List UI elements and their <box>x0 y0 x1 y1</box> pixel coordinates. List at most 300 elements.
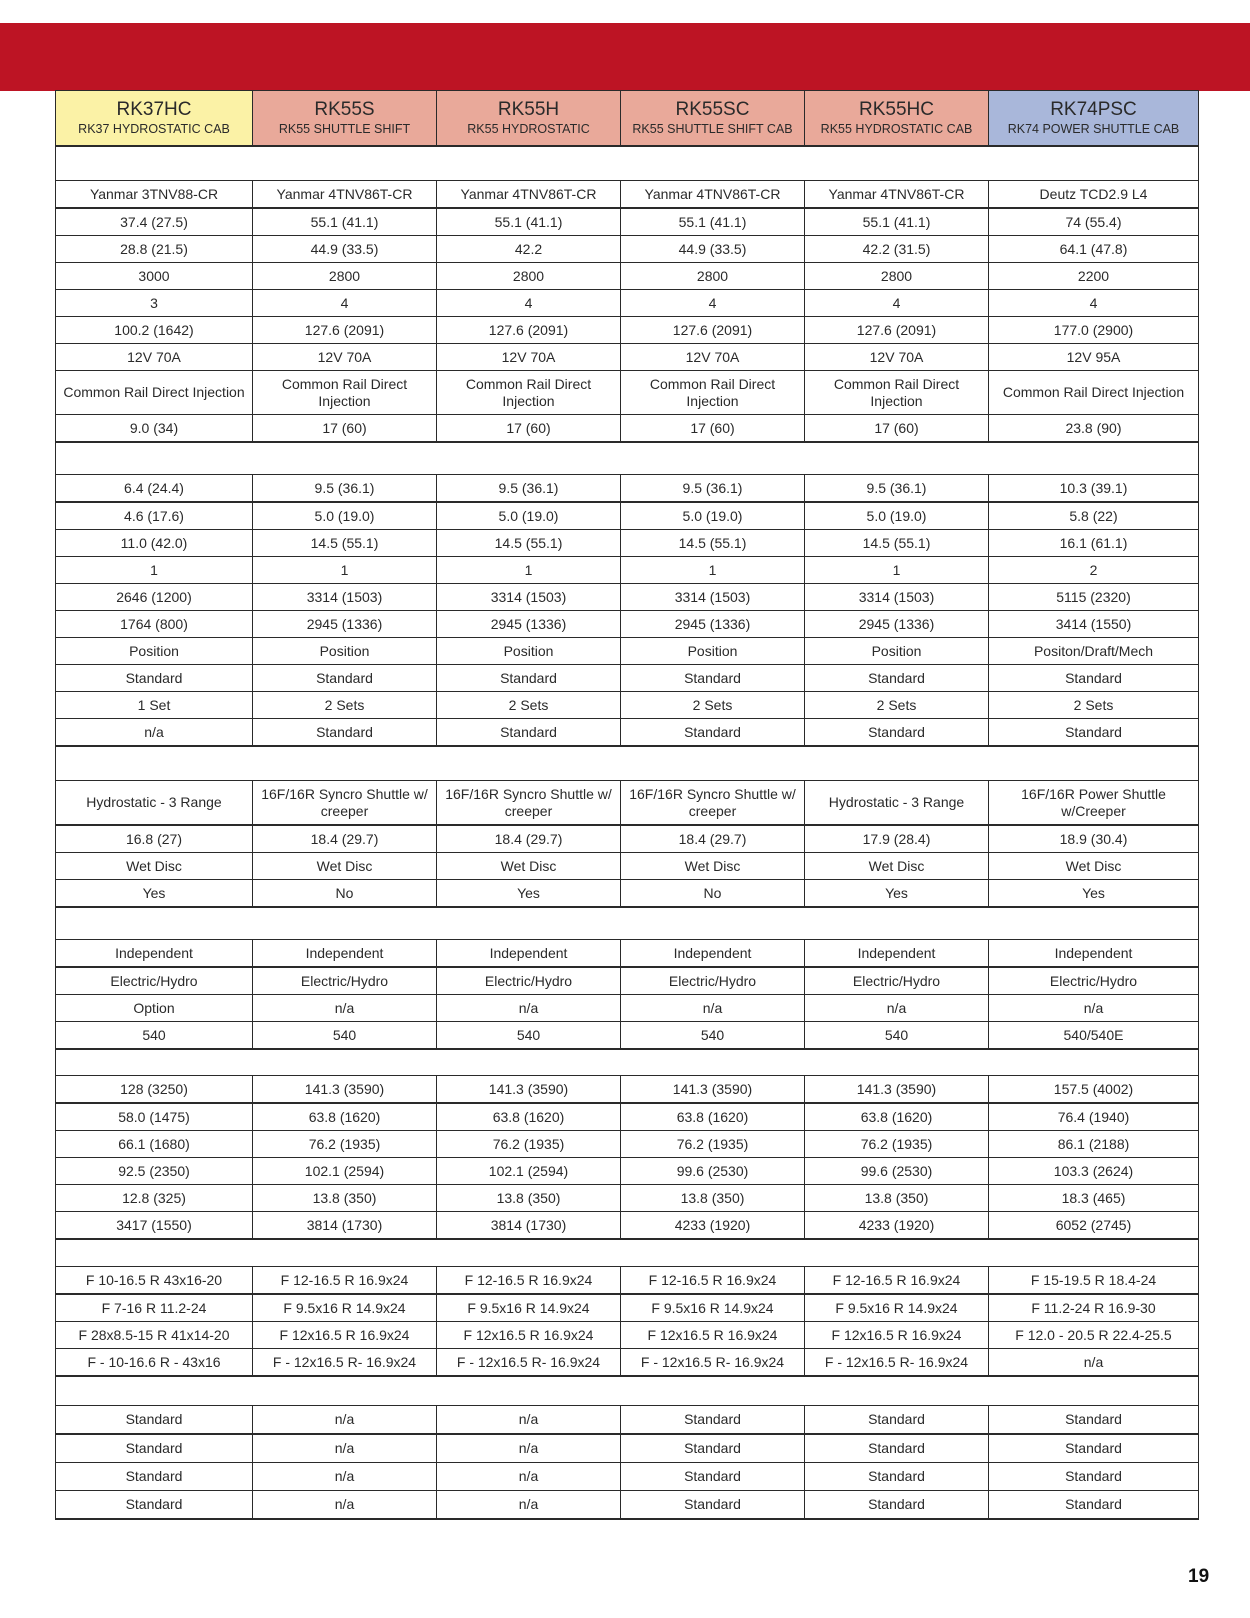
spec-row <box>56 208 1199 236</box>
spec-cell: Independent <box>989 940 1199 968</box>
spec-cell: Standard <box>56 1463 253 1491</box>
spec-row <box>56 1022 1199 1050</box>
spec-cell: 16.8 (27) <box>56 825 253 853</box>
spec-cell: n/a <box>253 1491 437 1520</box>
spec-cell: 14.5 (55.1) <box>805 530 989 557</box>
spec-cell: F 12-16.5 R 16.9x24 <box>437 1267 621 1295</box>
separator-cell <box>437 442 621 475</box>
spec-cell: 3 <box>56 290 253 317</box>
spec-cell: 76.2 (1935) <box>437 1131 621 1158</box>
spec-cell: 6.4 (24.4) <box>56 475 253 503</box>
separator-cell <box>437 1239 621 1267</box>
separator-cell <box>437 746 621 781</box>
spec-cell: 5.8 (22) <box>989 502 1199 530</box>
spec-cell: 540/540E <box>989 1022 1199 1050</box>
spec-row <box>56 1267 1199 1295</box>
spec-cell: 1 <box>253 557 437 584</box>
spec-cell: 3314 (1503) <box>805 584 989 611</box>
spec-cell: 2200 <box>989 263 1199 290</box>
separator-cell <box>56 1239 253 1267</box>
separator-cell <box>989 1376 1199 1406</box>
spec-cell: 14.5 (55.1) <box>253 530 437 557</box>
spec-cell: 2 Sets <box>989 692 1199 719</box>
spec-cell: 9.5 (36.1) <box>621 475 805 503</box>
spec-cell: 9.5 (36.1) <box>437 475 621 503</box>
spec-cell: 63.8 (1620) <box>253 1103 437 1131</box>
spec-row <box>56 1463 1199 1491</box>
model-name: RK55H <box>497 99 560 120</box>
spec-cell: F - 12x16.5 R- 16.9x24 <box>621 1349 805 1377</box>
spec-cell: 4233 (1920) <box>621 1212 805 1240</box>
section-separator <box>56 746 1199 781</box>
spec-row <box>56 825 1199 853</box>
spec-cell: 12V 70A <box>437 344 621 371</box>
separator-cell <box>621 1049 805 1076</box>
spec-cell: Wet Disc <box>437 853 621 880</box>
spec-cell: 2 Sets <box>253 692 437 719</box>
spec-cell: Standard <box>621 1406 805 1435</box>
spec-cell: F 9.5x16 R 14.9x24 <box>621 1294 805 1322</box>
spec-cell: 540 <box>437 1022 621 1050</box>
spec-row <box>56 611 1199 638</box>
spec-cell: n/a <box>56 719 253 747</box>
spec-row <box>56 415 1199 443</box>
spec-cell: Electric/Hydro <box>56 967 253 995</box>
spec-cell: F - 12x16.5 R- 16.9x24 <box>437 1349 621 1377</box>
spec-cell: 2 Sets <box>805 692 989 719</box>
spec-cell: 42.2 <box>437 236 621 263</box>
spec-cell: Electric/Hydro <box>253 967 437 995</box>
spec-cell: Electric/Hydro <box>621 967 805 995</box>
model-name: RK74PSC <box>1050 99 1137 120</box>
separator-cell <box>253 146 437 181</box>
spec-row <box>56 317 1199 344</box>
spec-cell: 1764 (800) <box>56 611 253 638</box>
spec-row <box>56 502 1199 530</box>
spec-cell: 3417 (1550) <box>56 1212 253 1240</box>
spec-cell: Standard <box>621 1463 805 1491</box>
separator-cell <box>437 146 621 181</box>
spec-cell: 12V 70A <box>253 344 437 371</box>
spec-cell: Yanmar 4TNV86T-CR <box>805 181 989 209</box>
page-number: 19 <box>1188 1566 1210 1587</box>
spec-cell: Yanmar 4TNV86T-CR <box>621 181 805 209</box>
spec-cell: 2945 (1336) <box>805 611 989 638</box>
separator-cell <box>56 746 253 781</box>
spec-row <box>56 1434 1199 1463</box>
spec-cell: 2 Sets <box>621 692 805 719</box>
spec-cell: 540 <box>805 1022 989 1050</box>
spec-cell: 13.8 (350) <box>253 1185 437 1212</box>
spec-cell: 540 <box>253 1022 437 1050</box>
spec-cell: Position <box>56 638 253 665</box>
separator-cell <box>989 442 1199 475</box>
spec-row <box>56 781 1199 826</box>
spec-cell: Standard <box>805 1463 989 1491</box>
spec-cell: Standard <box>989 1406 1199 1435</box>
spec-cell: 2945 (1336) <box>621 611 805 638</box>
separator-cell <box>253 1049 437 1076</box>
spec-cell: Standard <box>805 719 989 747</box>
spec-cell: No <box>621 880 805 908</box>
separator-cell <box>805 442 989 475</box>
spec-cell: 2 Sets <box>437 692 621 719</box>
spec-cell: Wet Disc <box>805 853 989 880</box>
spec-cell: 16F/16R Syncro Shuttle w/ creeper <box>621 781 805 826</box>
section-separator <box>56 1376 1199 1406</box>
spec-cell: Electric/Hydro <box>805 967 989 995</box>
spec-cell: 14.5 (55.1) <box>437 530 621 557</box>
spec-cell: 76.2 (1935) <box>253 1131 437 1158</box>
spec-cell: 18.4 (29.7) <box>621 825 805 853</box>
section-separator <box>56 1049 1199 1076</box>
spec-cell: Hydrostatic - 3 Range <box>56 781 253 826</box>
spec-cell: n/a <box>437 1463 621 1491</box>
spec-cell: 157.5 (4002) <box>989 1076 1199 1104</box>
spec-cell: Standard <box>805 1434 989 1463</box>
spec-row <box>56 940 1199 968</box>
spec-cell: Standard <box>805 1406 989 1435</box>
spec-cell: F 9.5x16 R 14.9x24 <box>253 1294 437 1322</box>
separator-cell <box>805 1239 989 1267</box>
spec-cell: 10.3 (39.1) <box>989 475 1199 503</box>
spec-row <box>56 1294 1199 1322</box>
spec-cell: 177.0 (2900) <box>989 317 1199 344</box>
spec-cell: Common Rail Direct Injection <box>989 371 1199 415</box>
spec-cell: F 12.0 - 20.5 R 22.4-25.5 <box>989 1322 1199 1349</box>
spec-cell: 4.6 (17.6) <box>56 502 253 530</box>
spec-cell: Standard <box>621 665 805 692</box>
spec-row <box>56 1103 1199 1131</box>
spec-cell: F 12x16.5 R 16.9x24 <box>805 1322 989 1349</box>
section-separator <box>56 146 1199 181</box>
spec-cell: 17 (60) <box>253 415 437 443</box>
model-name: RK55S <box>314 99 375 120</box>
model-header-cell <box>56 91 253 147</box>
spec-cell: 2800 <box>805 263 989 290</box>
spec-cell: 55.1 (41.1) <box>805 208 989 236</box>
spec-cell: Yes <box>437 880 621 908</box>
spec-cell: 12V 70A <box>805 344 989 371</box>
section-separator <box>56 442 1199 475</box>
spec-cell: Standard <box>253 665 437 692</box>
spec-cell: n/a <box>253 1463 437 1491</box>
model-header-cell <box>621 91 805 147</box>
spec-cell: 11.0 (42.0) <box>56 530 253 557</box>
spec-cell: 1 <box>56 557 253 584</box>
model-subtitle: RK55 SHUTTLE SHIFT <box>278 122 411 136</box>
separator-cell <box>437 1049 621 1076</box>
spec-cell: 5.0 (19.0) <box>437 502 621 530</box>
spec-cell: 18.4 (29.7) <box>437 825 621 853</box>
spec-cell: 540 <box>621 1022 805 1050</box>
spec-cell: F 11.2-24 R 16.9-30 <box>989 1294 1199 1322</box>
spec-row <box>56 263 1199 290</box>
spec-cell: Yanmar 4TNV86T-CR <box>253 181 437 209</box>
spec-cell: 141.3 (3590) <box>437 1076 621 1104</box>
separator-cell <box>56 1376 253 1406</box>
separator-cell <box>56 907 253 940</box>
spec-cell: Standard <box>805 1491 989 1520</box>
spec-cell: 18.3 (465) <box>989 1185 1199 1212</box>
spec-cell: 99.6 (2530) <box>621 1158 805 1185</box>
spec-cell: F 9.5x16 R 14.9x24 <box>805 1294 989 1322</box>
spec-row <box>56 1185 1199 1212</box>
spec-row <box>56 530 1199 557</box>
spec-cell: 44.9 (33.5) <box>253 236 437 263</box>
spec-cell: 13.8 (350) <box>621 1185 805 1212</box>
spec-cell: 3814 (1730) <box>437 1212 621 1240</box>
spec-cell: Wet Disc <box>56 853 253 880</box>
separator-cell <box>805 1376 989 1406</box>
spec-cell: 2800 <box>253 263 437 290</box>
separator-cell <box>253 1376 437 1406</box>
spec-cell: 13.8 (350) <box>437 1185 621 1212</box>
separator-cell <box>621 907 805 940</box>
spec-cell: 17 (60) <box>621 415 805 443</box>
spec-cell: 127.6 (2091) <box>805 317 989 344</box>
spec-cell: 127.6 (2091) <box>253 317 437 344</box>
spec-cell: F 15-19.5 R 18.4-24 <box>989 1267 1199 1295</box>
spec-cell: 76.2 (1935) <box>805 1131 989 1158</box>
separator-cell <box>437 907 621 940</box>
spec-cell: No <box>253 880 437 908</box>
spec-cell: Standard <box>437 719 621 747</box>
spec-cell: Standard <box>989 1463 1199 1491</box>
model-header-cell <box>253 91 437 147</box>
separator-cell <box>253 1239 437 1267</box>
spec-cell: 99.6 (2530) <box>805 1158 989 1185</box>
spec-cell: F 10-16.5 R 43x16-20 <box>56 1267 253 1295</box>
model-subtitle: RK37 HYDROSTATIC CAB <box>78 122 230 136</box>
model-name: RK55HC <box>859 99 934 120</box>
spec-cell: Standard <box>437 665 621 692</box>
spec-row <box>56 665 1199 692</box>
spec-cell: 16F/16R Syncro Shuttle w/ creeper <box>437 781 621 826</box>
spec-cell: Position <box>805 638 989 665</box>
spec-row <box>56 290 1199 317</box>
spec-cell: n/a <box>253 1406 437 1435</box>
spec-cell: 6052 (2745) <box>989 1212 1199 1240</box>
spec-cell: 3000 <box>56 263 253 290</box>
spec-cell: 17 (60) <box>437 415 621 443</box>
separator-cell <box>621 746 805 781</box>
spec-cell: 1 <box>805 557 989 584</box>
spec-cell: 540 <box>56 1022 253 1050</box>
spec-cell: 4 <box>437 290 621 317</box>
spec-cell: Independent <box>253 940 437 968</box>
spec-cell: Electric/Hydro <box>989 967 1199 995</box>
spec-cell: 3314 (1503) <box>621 584 805 611</box>
spec-cell: 42.2 (31.5) <box>805 236 989 263</box>
spec-cell: 128 (3250) <box>56 1076 253 1104</box>
spec-cell: Hydrostatic - 3 Range <box>805 781 989 826</box>
spec-cell: 4 <box>989 290 1199 317</box>
spec-cell: n/a <box>989 995 1199 1022</box>
spec-cell: 3414 (1550) <box>989 611 1199 638</box>
spec-cell: Yanmar 3TNV88-CR <box>56 181 253 209</box>
spec-cell: 66.1 (1680) <box>56 1131 253 1158</box>
spec-cell: n/a <box>437 1406 621 1435</box>
model-header-cell <box>437 91 621 147</box>
separator-cell <box>805 907 989 940</box>
spec-cell: F 12-16.5 R 16.9x24 <box>805 1267 989 1295</box>
model-name: RK37HC <box>116 99 192 120</box>
spec-cell: 141.3 (3590) <box>253 1076 437 1104</box>
spec-row <box>56 1322 1199 1349</box>
spec-cell: 141.3 (3590) <box>621 1076 805 1104</box>
spec-cell: 16.1 (61.1) <box>989 530 1199 557</box>
spec-row <box>56 181 1199 209</box>
model-header-cell <box>805 91 989 147</box>
model-header-row <box>56 91 1199 147</box>
spec-cell: Standard <box>989 1491 1199 1520</box>
spec-cell: 18.4 (29.7) <box>253 825 437 853</box>
spec-cell: F 12x16.5 R 16.9x24 <box>437 1322 621 1349</box>
spec-cell: Standard <box>621 1491 805 1520</box>
spec-cell: 2646 (1200) <box>56 584 253 611</box>
spec-cell: 2945 (1336) <box>437 611 621 638</box>
spec-cell: n/a <box>621 995 805 1022</box>
spec-cell: 63.8 (1620) <box>437 1103 621 1131</box>
spec-cell: Standard <box>56 1406 253 1435</box>
spec-cell: 103.3 (2624) <box>989 1158 1199 1185</box>
spec-cell: Standard <box>989 1434 1199 1463</box>
spec-cell: 4 <box>621 290 805 317</box>
spec-cell: 12V 70A <box>56 344 253 371</box>
separator-cell <box>253 442 437 475</box>
spec-row <box>56 719 1199 747</box>
spec-cell: 17.9 (28.4) <box>805 825 989 853</box>
spec-cell: 5.0 (19.0) <box>805 502 989 530</box>
separator-cell <box>989 746 1199 781</box>
spec-cell: 55.1 (41.1) <box>621 208 805 236</box>
spec-row <box>56 584 1199 611</box>
section-separator <box>56 907 1199 940</box>
spec-cell: Standard <box>621 719 805 747</box>
spec-cell: F 28x8.5-15 R 41x14-20 <box>56 1322 253 1349</box>
spec-cell: 55.1 (41.1) <box>253 208 437 236</box>
model-subtitle: RK55 HYDROSTATIC <box>467 122 590 136</box>
spec-cell: 2945 (1336) <box>253 611 437 638</box>
spec-row <box>56 853 1199 880</box>
spec-cell: Common Rail Direct Injection <box>253 371 437 415</box>
spec-row <box>56 967 1199 995</box>
spec-cell: 3314 (1503) <box>253 584 437 611</box>
spec-cell: 5115 (2320) <box>989 584 1199 611</box>
spec-cell: Yes <box>989 880 1199 908</box>
spec-table <box>55 90 1199 1520</box>
separator-cell <box>805 1049 989 1076</box>
spec-cell: 1 <box>437 557 621 584</box>
spec-cell: Standard <box>253 719 437 747</box>
spec-cell: 14.5 (55.1) <box>621 530 805 557</box>
separator-cell <box>56 146 253 181</box>
spec-cell: Standard <box>989 719 1199 747</box>
spec-cell: n/a <box>805 995 989 1022</box>
spec-cell: 1 Set <box>56 692 253 719</box>
spec-cell: 18.9 (30.4) <box>989 825 1199 853</box>
spec-cell: n/a <box>437 1434 621 1463</box>
spec-cell: 1 <box>621 557 805 584</box>
spec-cell: F 9.5x16 R 14.9x24 <box>437 1294 621 1322</box>
spec-cell: F - 10-16.6 R - 43x16 <box>56 1349 253 1377</box>
spec-cell: Position <box>621 638 805 665</box>
separator-cell <box>621 1376 805 1406</box>
spec-cell: 2800 <box>621 263 805 290</box>
spec-cell: F 12-16.5 R 16.9x24 <box>621 1267 805 1295</box>
spec-row <box>56 880 1199 908</box>
separator-cell <box>253 746 437 781</box>
spec-cell: Common Rail Direct Injection <box>437 371 621 415</box>
spec-cell: 64.1 (47.8) <box>989 236 1199 263</box>
spec-cell: Option <box>56 995 253 1022</box>
spec-cell: 2800 <box>437 263 621 290</box>
model-subtitle: RK74 POWER SHUTTLE CAB <box>1007 122 1180 136</box>
spec-row <box>56 475 1199 503</box>
spec-row <box>56 557 1199 584</box>
spec-row <box>56 371 1199 415</box>
model-subtitle: RK55 HYDROSTATIC CAB <box>820 122 973 136</box>
spec-cell: Standard <box>621 1434 805 1463</box>
spec-cell: 5.0 (19.0) <box>253 502 437 530</box>
spec-cell: Independent <box>56 940 253 968</box>
spec-cell: 102.1 (2594) <box>437 1158 621 1185</box>
spec-cell: Independent <box>805 940 989 968</box>
header-banner <box>0 23 1250 91</box>
separator-cell <box>621 1239 805 1267</box>
spec-cell: 9.0 (34) <box>56 415 253 443</box>
spec-row <box>56 1076 1199 1104</box>
spec-cell: n/a <box>437 1491 621 1520</box>
spec-cell: Standard <box>56 1434 253 1463</box>
spec-cell: 4 <box>253 290 437 317</box>
spec-cell: 4 <box>805 290 989 317</box>
spec-cell: Position <box>437 638 621 665</box>
spec-cell: Standard <box>805 665 989 692</box>
spec-cell: Standard <box>56 665 253 692</box>
spec-cell: 100.2 (1642) <box>56 317 253 344</box>
spec-row <box>56 344 1199 371</box>
separator-cell <box>621 442 805 475</box>
spec-row <box>56 1212 1199 1240</box>
spec-cell: 37.4 (27.5) <box>56 208 253 236</box>
spec-cell: Standard <box>989 665 1199 692</box>
spec-cell: F 12x16.5 R 16.9x24 <box>253 1322 437 1349</box>
separator-cell <box>989 907 1199 940</box>
spec-cell: Yes <box>805 880 989 908</box>
spec-cell: Position <box>253 638 437 665</box>
spec-row <box>56 1406 1199 1435</box>
spec-cell: Common Rail Direct Injection <box>56 371 253 415</box>
spec-cell: Common Rail Direct Injection <box>621 371 805 415</box>
spec-cell: Common Rail Direct Injection <box>805 371 989 415</box>
spec-cell: Independent <box>437 940 621 968</box>
spec-cell: 9.5 (36.1) <box>253 475 437 503</box>
spec-cell: 141.3 (3590) <box>805 1076 989 1104</box>
spec-cell: Wet Disc <box>989 853 1199 880</box>
spec-cell: F - 12x16.5 R- 16.9x24 <box>253 1349 437 1377</box>
spec-cell: 12V 95A <box>989 344 1199 371</box>
separator-cell <box>805 146 989 181</box>
spec-cell: 127.6 (2091) <box>437 317 621 344</box>
spec-cell: 3814 (1730) <box>253 1212 437 1240</box>
spec-cell: 76.4 (1940) <box>989 1103 1199 1131</box>
spec-cell: F 7-16 R 11.2-24 <box>56 1294 253 1322</box>
spec-cell: Yanmar 4TNV86T-CR <box>437 181 621 209</box>
spec-cell: 92.5 (2350) <box>56 1158 253 1185</box>
spec-cell: 23.8 (90) <box>989 415 1199 443</box>
